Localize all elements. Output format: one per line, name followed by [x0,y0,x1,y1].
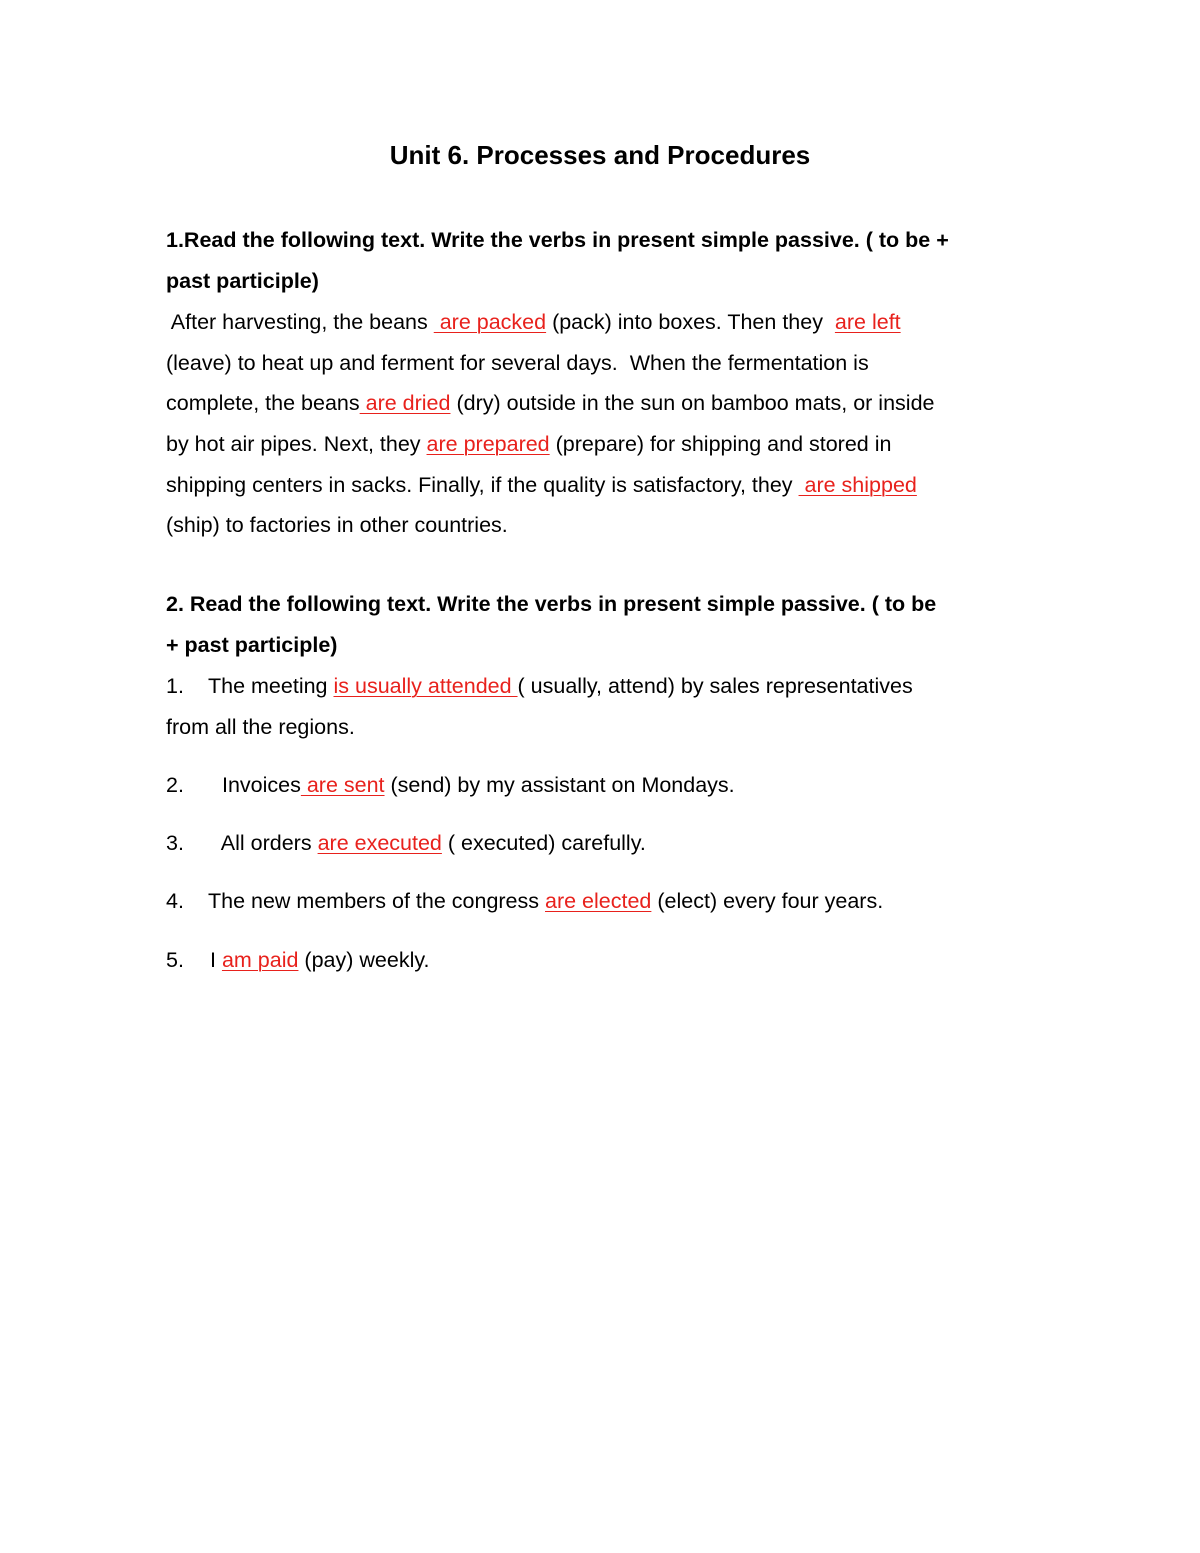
body-text: The meeting [208,674,334,698]
list-item [166,823,1046,864]
answer-text: are prepared [426,432,550,457]
body-text: (elect) every four years. [651,889,884,913]
list-item [166,881,1046,922]
exercise-1-heading-line-2: past participle) [166,269,319,293]
body-text: (send) by my assistant on Mondays. [384,773,735,797]
list-item-number: 3. [166,831,184,855]
body-text: The new members of the congress [208,889,545,913]
body-text: (pay) weekly. [298,948,430,972]
body-text: complete, the beans [166,391,360,416]
body-text: (pack) into boxes. Then they [546,310,835,334]
body-text: ( usually, attend) by sales representatives [517,674,913,698]
paragraph-line [166,424,1046,465]
answer-text: am paid [221,948,299,972]
exercise-1-heading-line-1: 1.Read the following text. Write the verbs in present simple passive. ( to be + [166,228,949,252]
list-item-number: 5. [166,948,184,972]
exercise-2-heading-line-1: 2. Read the following text. Write the verbs in present simple passive. ( to be [166,592,937,616]
body-text: by hot air pipes. Next, they [166,432,427,457]
answer-text: are packed [433,310,547,334]
answer-text: are elected [545,889,652,913]
list-item [166,765,1046,806]
answer-text: are shipped [798,472,917,497]
paragraph-line [166,343,1046,384]
body-text: ( executed) carefully. [441,831,646,855]
paragraph-line [166,302,1046,343]
list-item-number: 2. [166,773,184,797]
body-text: Invoices [216,773,301,797]
list-item-number: 4. [166,889,184,913]
body-text: I [210,948,222,972]
paragraph-line [166,465,1046,506]
body-text: shipping centers in sacks. Finally, if the quality is satisfactory, they [166,472,799,497]
body-text: After harvesting, the beans [166,310,434,334]
answer-text: are dried [359,391,451,416]
list-item [166,940,1046,981]
body-text: (leave) to heat up and ferment for several days. When the fermentation is [166,350,869,375]
answer-text: are executed [317,831,442,855]
answer-text: are sent [300,773,385,797]
body-text: (ship) to factories in other countries. [166,513,508,538]
paragraph-line [166,505,1046,546]
body-text: from all the regions. [166,715,355,739]
answer-text: are left [834,310,901,334]
body-text: (dry) outside in the sun on bamboo mats, or inside [450,391,935,416]
exercise-1-paragraph [166,302,1046,546]
body-text: (prepare) for shipping and stored in [549,432,892,457]
list-item-number: 1. [166,674,184,698]
body-text: All orders [216,831,318,855]
page-title: Unit 6. Processes and Procedures [389,140,811,170]
answer-text: is usually attended [333,674,518,698]
exercise-2-heading-line-2: + past participle) [166,633,338,657]
list-item-continuation [166,707,1046,748]
paragraph-line [166,383,1046,424]
list-item [166,666,1046,707]
